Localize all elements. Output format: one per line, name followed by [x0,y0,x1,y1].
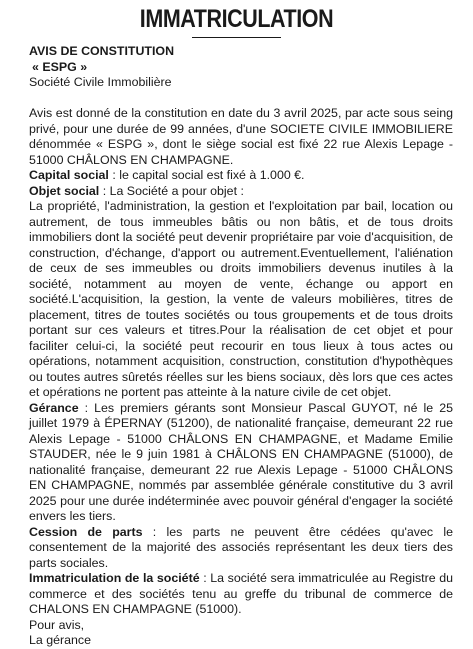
transfer-text: : les parts ne peuvent être cédées qu'avec le consentement de la majorité des associés représentant les deux tiers des parts sociales. [29,524,453,570]
management-paragraph [0,401,453,525]
object-text: : La Société a pour objet : [99,183,244,198]
registration-label: Immatriculation de la société [29,571,200,585]
object-paragraph [29,184,453,200]
transfer-paragraph [0,525,453,572]
title-underline [192,37,281,38]
spacer [29,91,453,107]
capital-label: Capital social [29,168,109,182]
capital-paragraph [29,168,453,184]
registration-text: : La société sera immatriculée au Registre du commerce et des sociétés tenu au greffe du tribunal de commerce de CHALONS EN CHAMPAGNE (51000). [29,571,453,616]
registration-paragraph [0,571,453,618]
intro-text: Avis est donné de la constitution en date du 3 avril 2025, par acte sous seing privé, pour une durée de 99 années, d'une SOCIETE CIVILE IMMOBILIERE dénommée « ESPG », dont le siège social est fixé 22 rue Alexis Lepage - 51000 CHÂLONS EN CHAMPAGNE. [29,106,453,167]
transfer-label: Cession de parts [29,524,143,539]
company-name: « ESPG » [32,59,88,74]
company-type: Société Civile Immobilière [29,75,172,89]
notice-body [29,44,453,649]
object-body: La propriété, l'administration, la gestion et l'exploitation par bail, location ou autrement, de tous immeubles bâtis ou non bâtis, et de tous droits immobiliers dont la société peut devenir propriétaire par voie d'acquisition, de construction, d'échange, d'apport ou autrement.Eventuellement, l'aliénation de ceux de ses immeubles ou droits immobiliers devenus inutiles à la société, notamment au moyen de vente, échange ou apport en société.L'acquisition, la gestion, la vente de valeurs mobilières, titres de placement, titres de toutes sociétés ou tous groupements et de tous droits portant sur ces valeurs et titres.Pour la réalisation de cet objet et pour faciliter celui-ci, la société peut recourir en tous lieux à tous actes ou opérations, notamment acquisition, construction, constitution d'hypothèques ou toutes autres sûretés réelles sur les biens sociaux, dès lors que ces actes et opérations ne portent pas atteinte à la nature civile de cet objet. [29,199,453,399]
capital-text: : le capital social est fixé à 1.000 €. [108,168,305,182]
closing-text: Pour avis, [29,617,85,632]
management-text: : Les premiers gérants sont Monsieur Pascal GUYOT, né le 25 juillet 1979 à ÉPERNAY (51200), de nationalité française, demeurant 22 rue Alexis Lepage - 51000 CHÂLONS EN CHAMPAGNE, et Madame Emilie STAUDER, née le 9 juin 1981 à CHÂLONS EN CHAMPAGNE (51000), de nationalité française, demeurant 22 rue Alexis Lepage - 51000 CHÂLONS EN CHAMPAGNE, nommés par assemblée générale constitutive du 3 avril 2025 pour une durée indéterminée avec pouvoir général d'engager la société envers les tiers. [29,400,453,523]
object-label: Objet social [29,183,100,198]
intro-paragraph [0,106,453,168]
signature-text: La gérance [29,633,92,647]
notice-heading: AVIS DE CONSTITUTION [29,44,175,58]
section-title: IMMATRICULATION [139,5,334,33]
management-label: Gérance [29,400,79,415]
